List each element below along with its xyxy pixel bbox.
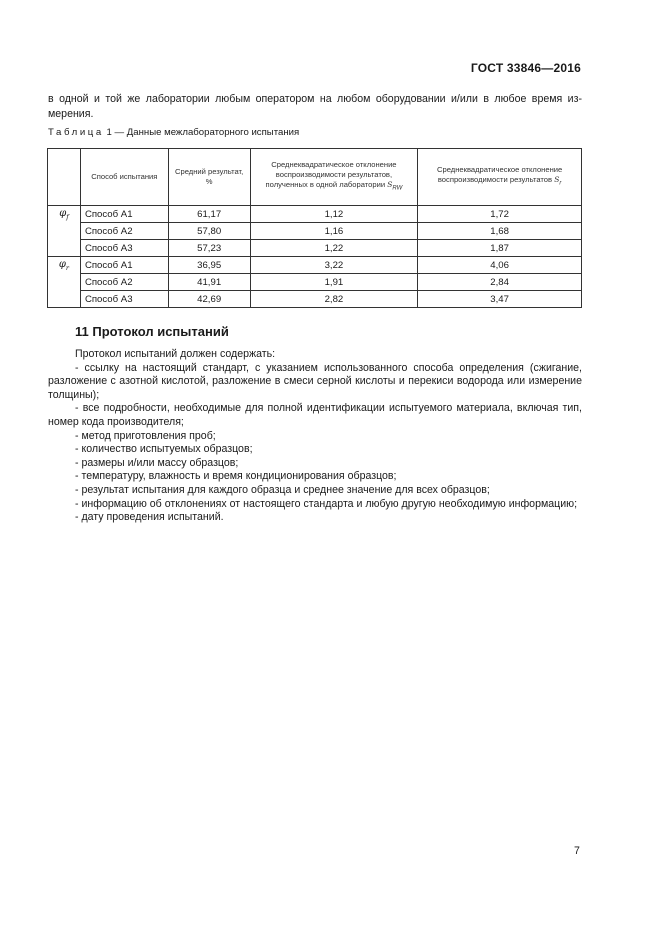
list-item: - ссылку на настоящий стандарт, с указанием использованного способа определения (сжигание, разложение с азотной кислотой, разложение в смеси серной кислоты и перекиси водорода или измерение толщины); (48, 361, 582, 401)
table-caption-number: 1 (106, 127, 112, 138)
group-symbol: φ (59, 208, 67, 219)
page-number: 7 (574, 845, 580, 857)
table-row (48, 274, 582, 291)
table-row (48, 223, 582, 240)
cell-s-r: 1,72 (418, 206, 582, 223)
list-item: - метод приготовления проб; (75, 429, 216, 442)
list-item: - дату проведения испытаний. (75, 511, 224, 524)
section-heading: 11 Протокол испытаний (75, 324, 229, 339)
group-parameter-cell (48, 206, 81, 257)
group-parameter-cell (48, 257, 81, 308)
test-report-content (48, 348, 582, 525)
cell-method: Способ А2 (80, 223, 168, 240)
cell-s-rw: 2,82 (250, 291, 418, 308)
header-mean-result: Средний результат, % (168, 149, 250, 206)
cell-mean: 41,91 (168, 274, 250, 291)
interlab-data-table (47, 148, 582, 308)
document-standard-id: ГОСТ 33846—2016 (470, 61, 581, 75)
cell-mean: 57,23 (168, 240, 250, 257)
cell-mean: 36,95 (168, 257, 250, 274)
cell-method: Способ А1 (80, 206, 168, 223)
cell-s-r: 2,84 (418, 274, 582, 291)
header-repeatability-sub: RW (392, 185, 403, 192)
list-item: - размеры и/или массу образцов; (75, 456, 239, 469)
table-caption (48, 127, 299, 138)
cell-s-rw: 1,22 (250, 240, 418, 257)
header-repeatability-symbol: S (387, 180, 393, 190)
cell-mean: 42,69 (168, 291, 250, 308)
header-reproducibility-symbol: S (554, 175, 560, 185)
cell-s-rw: 1,91 (250, 274, 418, 291)
cell-s-r: 1,87 (418, 240, 582, 257)
group-symbol: φ (58, 259, 66, 270)
table-header-row (48, 149, 582, 206)
header-reproducibility-text: Среднеквадратическое отклонение воспроизводимости результатов (437, 165, 563, 185)
list-item: - температуру, влажность и время кондиционирования образцов; (75, 470, 397, 483)
cell-method: Способ А1 (80, 257, 168, 274)
list-item: - результат испытания для каждого образца и среднее значение для всех образцов; (75, 483, 490, 496)
table-caption-label: Таблица (48, 127, 104, 138)
list-item: - все подробности, необходимые для полной идентификации испытуемого материала, включая тип, номер кода производителя; (48, 402, 582, 428)
cell-s-rw: 3,22 (250, 257, 418, 274)
header-repeatability-text: Среднеквадратическое отклонение воспроизводимости результатов, полученных в одной лаборатории (265, 160, 397, 190)
continuation-paragraph: в одной и той же лаборатории любым оператором на любом оборудовании и/или в любое время измерения. (48, 93, 582, 120)
cell-mean: 57,80 (168, 223, 250, 240)
header-repeatability (250, 149, 418, 206)
cell-s-rw: 1,12 (250, 206, 418, 223)
header-reproducibility-sub: r (559, 180, 562, 187)
list-item: - информацию об отклонениях от настоящего стандарта и любую другую необходимую информацию; (75, 497, 578, 510)
cell-method: Способ А3 (80, 291, 168, 308)
cell-s-r: 4,06 (418, 257, 582, 274)
cell-mean: 61,17 (168, 206, 250, 223)
header-reproducibility (418, 149, 582, 206)
cell-method: Способ А2 (80, 274, 168, 291)
cell-s-rw: 1,16 (250, 223, 418, 240)
table-caption-text: — Данные межлабораторного испытания (114, 127, 300, 138)
table-row (48, 240, 582, 257)
group-symbol-sub: r (65, 264, 70, 272)
group-symbol-sub: f (66, 213, 69, 221)
list-item: - количество испытуемых образцов; (75, 443, 253, 456)
cell-method: Способ А3 (80, 240, 168, 257)
table-row (48, 257, 582, 274)
header-method: Способ испытания (80, 149, 168, 206)
section-intro: Протокол испытаний должен содержать: (75, 348, 276, 360)
header-parameter (48, 149, 81, 206)
cell-s-r: 1,68 (418, 223, 582, 240)
cell-s-r: 3,47 (418, 291, 582, 308)
table-row (48, 291, 582, 308)
table-row (48, 206, 582, 223)
